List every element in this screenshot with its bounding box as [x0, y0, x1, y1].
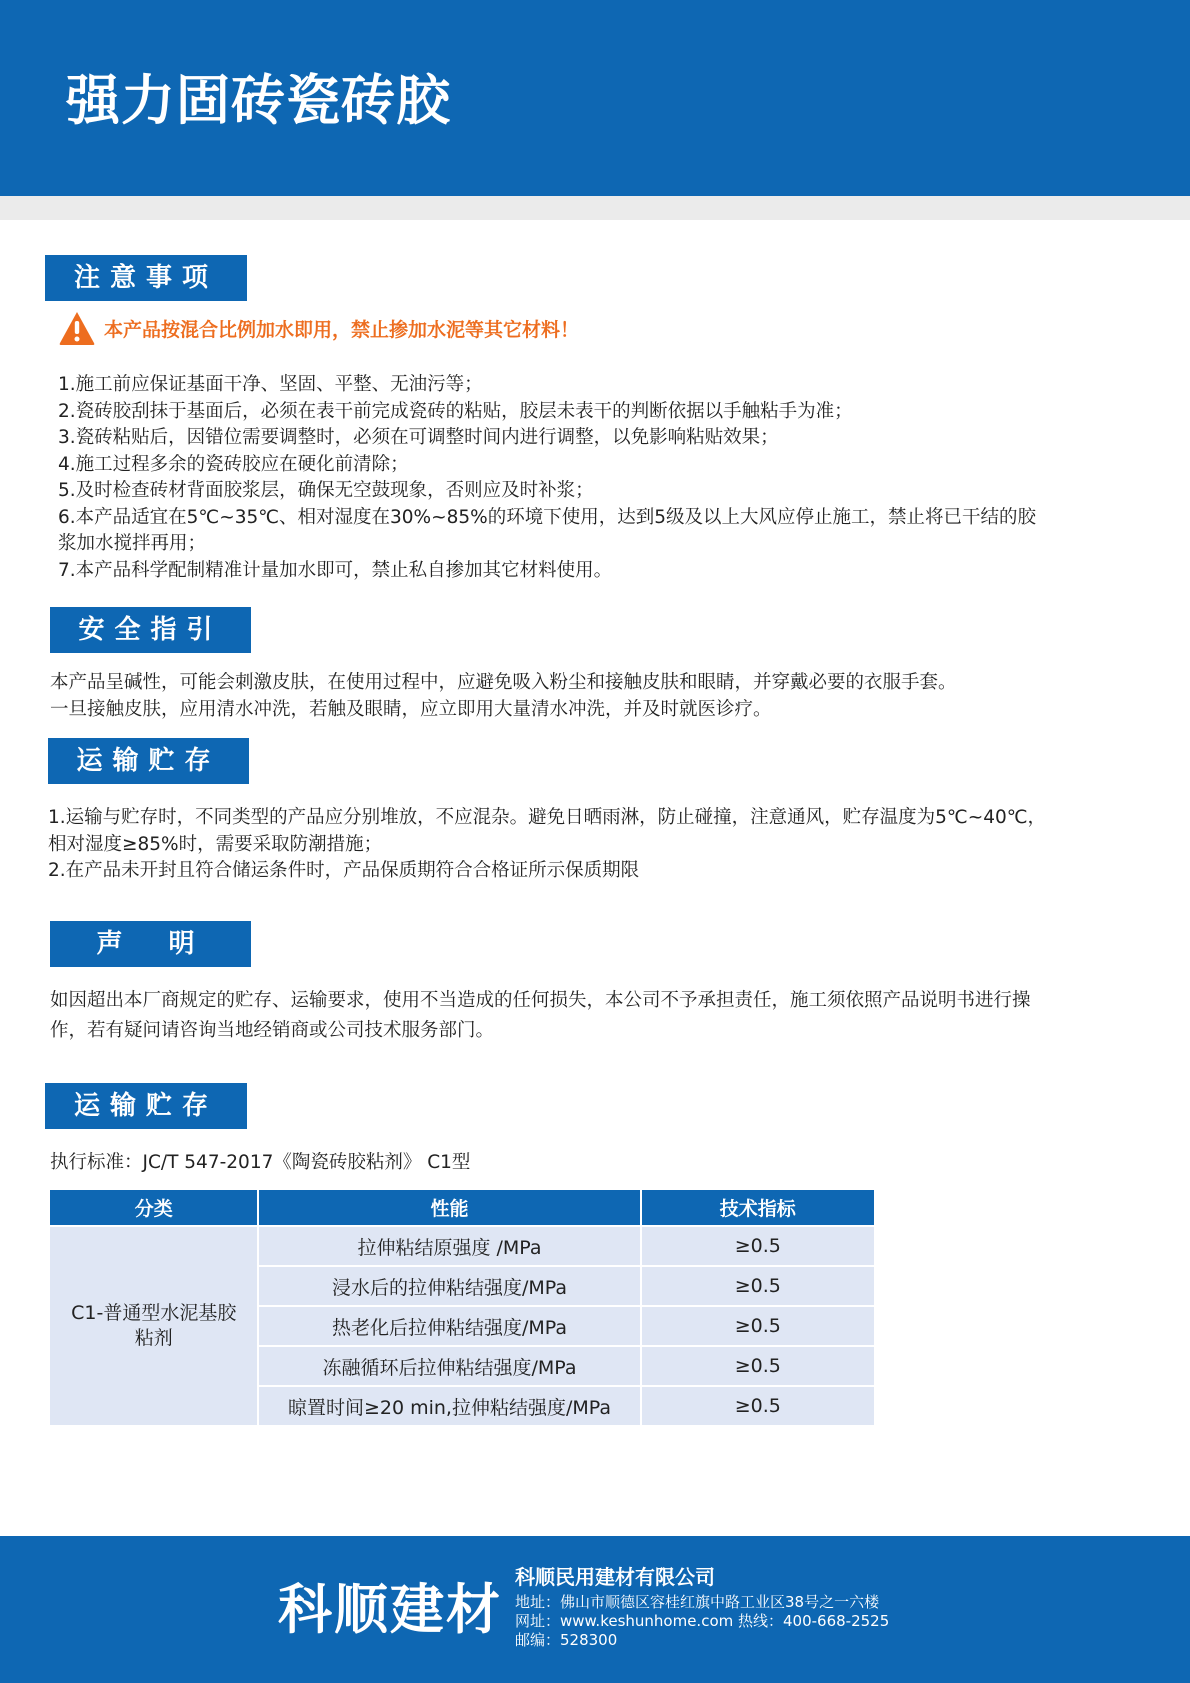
footer: [0, 1536, 1190, 1683]
table-cell-category: [50, 1227, 257, 1425]
transport-text: [48, 805, 1046, 885]
section-header-standard: 运输贮存: [45, 1083, 247, 1129]
header-divider-strip: [0, 196, 1190, 220]
table-cell-property: 浸水后的拉伸粘结强度/MPa: [259, 1267, 639, 1305]
header-banner: [0, 0, 1190, 196]
notes-item: 5.及时检查砖材背面胶浆层，确保无空鼓现象，否则应及时补浆；: [58, 480, 594, 501]
company-address: 地址：佛山市顺德区容桂红旗中路工业区38号之一六楼: [515, 1593, 880, 1611]
section-header-statement: 声 明: [50, 921, 251, 967]
table-cell-property: 热老化后拉伸粘结强度/MPa: [259, 1307, 639, 1345]
table-cell-property: 拉伸粘结原强度 /MPa: [259, 1227, 639, 1265]
notes-item: 3.瓷砖粘贴后，因错位需要调整时，必须在可调整时间内进行调整，以免影响粘贴效果；: [58, 427, 779, 448]
notes-item: 浆加水搅拌再用；: [58, 533, 207, 554]
warning-triangle-icon: [58, 310, 96, 346]
statement-line: 作，若有疑问请咨询当地经销商或公司技术服务部门。: [50, 1020, 495, 1041]
notes-item: 2.瓷砖胶刮抹于基面后，必须在表干前完成瓷砖的粘贴，胶层未表干的判断依据以手触粘手为准；: [58, 400, 853, 422]
warning-line: [58, 310, 579, 346]
category-line: C1-普通型水泥基胶: [71, 1302, 237, 1324]
table-cell-value: ≥0.5: [642, 1227, 874, 1265]
statement-line: 如因超出本厂商规定的贮存、运输要求，使用不当造成的任何损失，本公司不予承担责任，施工须依照产品说明书进行操: [50, 990, 1031, 1011]
company-postcode: 邮编：528300: [515, 1631, 618, 1649]
table-cell-value: ≥0.5: [642, 1307, 874, 1345]
brand-logo-text: 科顺建材: [278, 1578, 502, 1641]
notes-item: 4.施工过程多余的瓷砖胶应在硬化前清除；: [58, 453, 409, 475]
category-line: 粘剂: [134, 1327, 173, 1349]
notes-list: [58, 372, 1036, 584]
transport-line: 1.运输与贮存时，不同类型的产品应分别堆放，不应混杂。避免日晒雨淋，防止碰撞，注意通风，贮存温度为5℃~40℃，: [48, 807, 1047, 828]
notes-item: 7.本产品科学配制精准计量加水即可，禁止私自掺加其它材料使用。: [58, 559, 613, 581]
table-cell-value: ≥0.5: [642, 1267, 874, 1305]
statement-text: [50, 986, 1031, 1046]
safety-text: [50, 670, 957, 723]
table-header-row: [50, 1190, 874, 1225]
table-header-property: 性能: [259, 1190, 639, 1225]
table-header-value: 技术指标: [642, 1190, 874, 1225]
safety-line: 本产品呈碱性，可能会刺激皮肤，在使用过程中，应避免吸入粉尘和接触皮肤和眼睛，并穿戴必要的衣服手套。: [50, 672, 957, 693]
notes-item: 6.本产品适宜在5℃~35℃、相对湿度在30%~85%的环境下使用，达到5级及以上大风应停止施工，禁止将已干结的胶: [58, 506, 1037, 528]
transport-line: 相对湿度≥85%时，需要采取防潮措施；: [48, 833, 383, 855]
section-header-transport: 运输贮存: [48, 738, 249, 784]
warning-text: 本产品按混合比例加水即用，禁止掺加水泥等其它材料！: [104, 318, 580, 341]
company-web-hotline: 网址：www.keshunhome.com 热线：400-668-2525: [515, 1612, 890, 1630]
table-cell-value: ≥0.5: [642, 1387, 874, 1425]
table-cell-value: ≥0.5: [642, 1347, 874, 1385]
table-header-category: 分类: [50, 1190, 257, 1225]
table-cell-property: 冻融循环后拉伸粘结强度/MPa: [259, 1347, 639, 1385]
section-header-safety: 安全指引: [50, 607, 251, 653]
section-header-notes: 注意事项: [45, 255, 247, 301]
standard-line: 执行标准：JC/T 547-2017《陶瓷砖胶粘剂》 C1型: [50, 1152, 471, 1173]
notes-item: 1.施工前应保证基面干净、坚固、平整、无油污等；: [58, 374, 483, 395]
table-row: [50, 1227, 874, 1265]
company-name: 科顺民用建材有限公司: [515, 1565, 715, 1589]
page-title: 强力固砖瓷砖胶: [66, 69, 451, 132]
spec-table: [48, 1188, 876, 1427]
transport-line: 2.在产品未开封且符合储运条件时，产品保质期符合合格证所示保质期限: [48, 860, 640, 881]
safety-line: 一旦接触皮肤，应用清水冲洗，若触及眼睛，应立即用大量清水冲洗，并及时就医诊疗。: [50, 698, 772, 720]
company-contact: [515, 1593, 889, 1650]
table-cell-property: 晾置时间≥20 min,拉伸粘结强度/MPa: [259, 1387, 639, 1425]
